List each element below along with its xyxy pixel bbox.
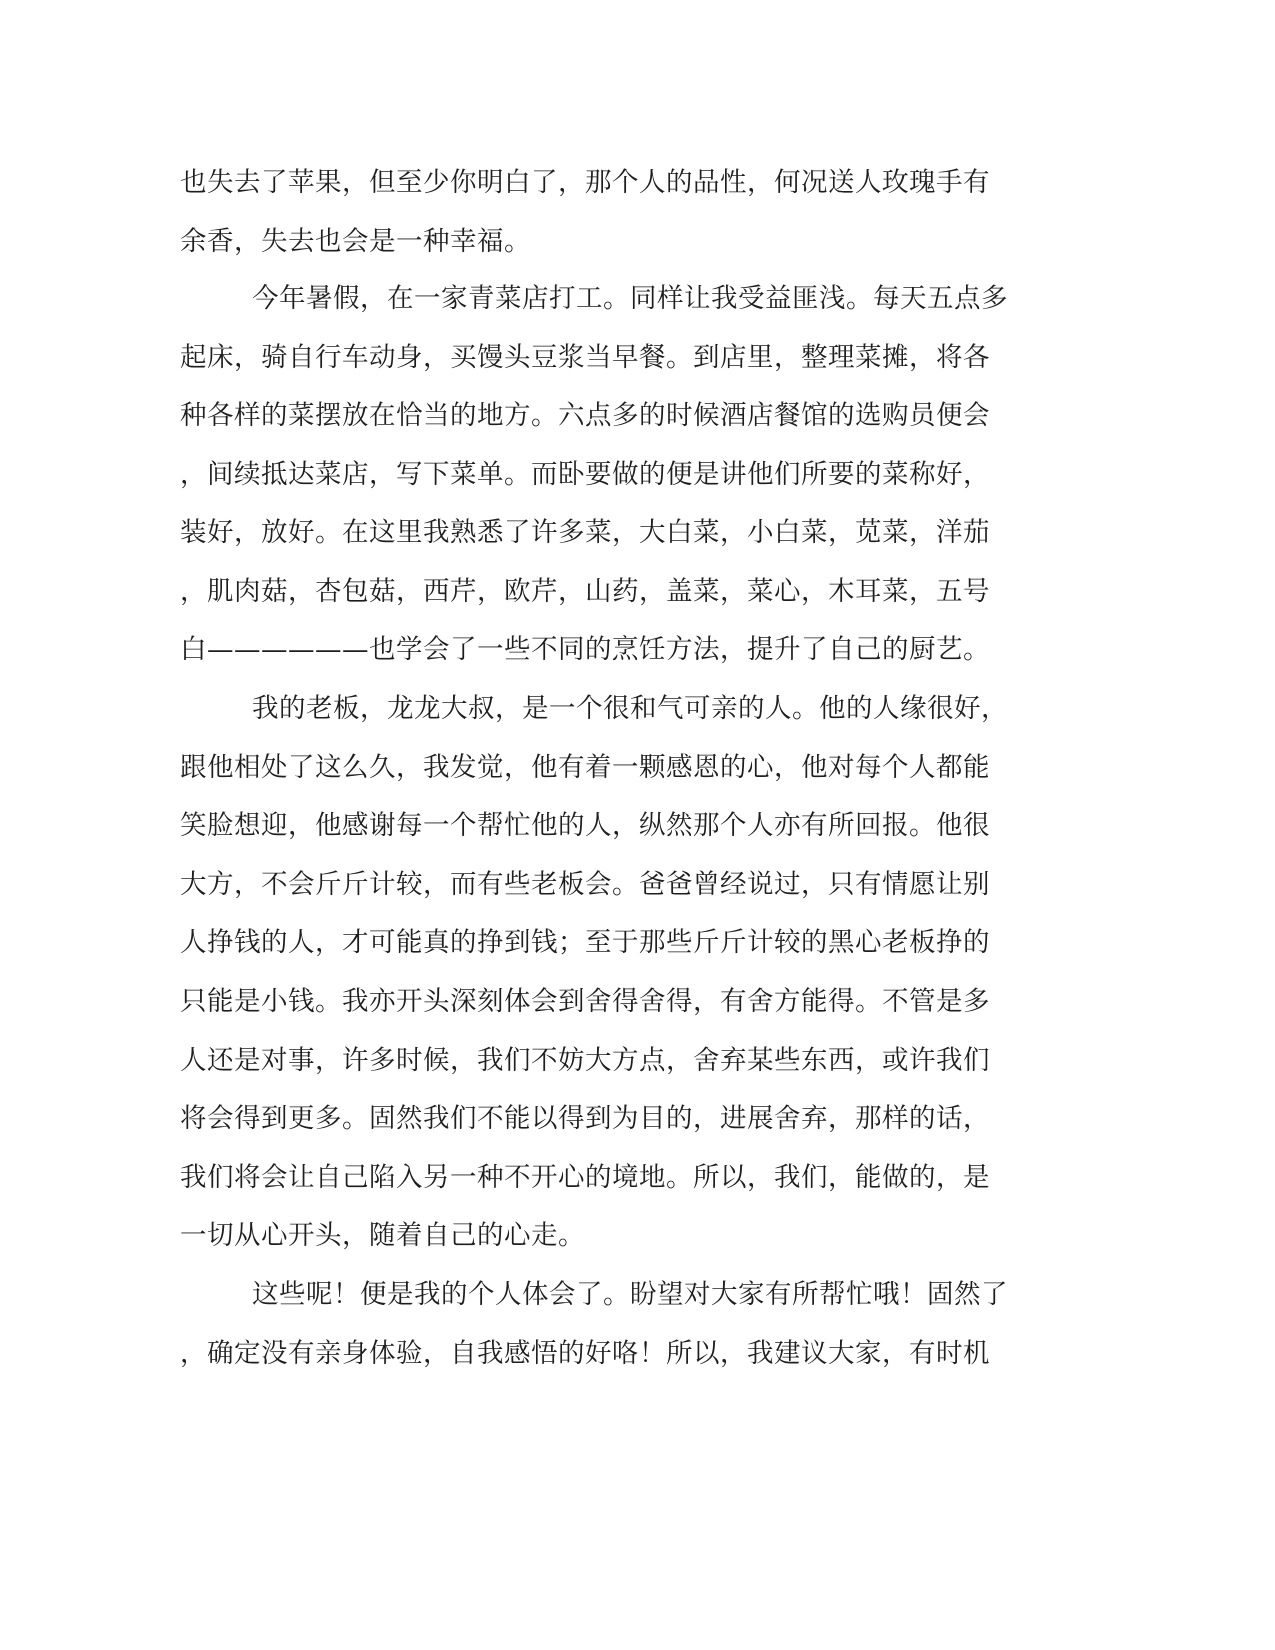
text-line: ，肌肉菇，杏包菇，西芹，欧芹，山药，盖菜，菜心，木耳菜，五号 xyxy=(180,576,990,607)
text-line: 跟他相处了这么久，我发觉，他有着一颗感恩的心，他对每个人都能 xyxy=(180,752,990,783)
text-line: 今年暑假，在一家青菜店打工。同样让我受益匪浅。每天五点多 xyxy=(252,283,1008,314)
text-line: ，确定没有亲身体验，自我感悟的好咯！所以，我建议大家，有时机 xyxy=(180,1338,990,1369)
text-line: 人挣钱的人，才可能真的挣到钱；至于那些斤斤计较的黑心老板挣的 xyxy=(180,927,990,958)
text-line: 我们将会让自己陷入另一种不开心的境地。所以，我们，能做的，是 xyxy=(180,1162,990,1193)
text-line: 白——————也学会了一些不同的烹饪方法，提升了自己的厨艺。 xyxy=(180,634,990,665)
text-line: 我的老板，龙龙大叔，是一个很和气可亲的人。他的人缘很好， xyxy=(252,693,1008,724)
text-line: 笑脸想迎，他感谢每一个帮忙他的人，纵然那个人亦有所回报。他很 xyxy=(180,810,990,841)
text-line: 只能是小钱。我亦开头深刻体会到舍得舍得，有舍方能得。不管是多 xyxy=(180,986,990,1017)
text-line: 也失去了苹果，但至少你明白了，那个人的品性，何况送人玫瑰手有 xyxy=(180,167,990,198)
text-line: 起床，骑自行车动身，买馒头豆浆当早餐。到店里，整理菜摊，将各 xyxy=(180,342,990,373)
text-line: 一切从心开头，随着自己的心走。 xyxy=(180,1220,585,1251)
text-line: 装好，放好。在这里我熟悉了许多菜，大白菜，小白菜，苋菜，洋茄 xyxy=(180,517,990,548)
text-line: 余香，失去也会是一种幸福。 xyxy=(180,226,531,257)
text-line: 人还是对事，许多时候，我们不妨大方点，舍弃某些东西，或许我们 xyxy=(180,1045,990,1076)
text-line: 这些呢！便是我的个人体会了。盼望对大家有所帮忙哦！固然了 xyxy=(252,1279,1008,1310)
text-line: 将会得到更多。固然我们不能以得到为目的，进展舍弃，那样的话， xyxy=(180,1103,990,1134)
text-line: 大方，不会斤斤计较，而有些老板会。爸爸曾经说过，只有情愿让别 xyxy=(180,869,990,900)
text-line: 种各样的菜摆放在恰当的地方。六点多的时候酒店餐馆的选购员便会 xyxy=(180,400,990,431)
text-line: ，间续抵达菜店，写下菜单。而卧要做的便是讲他们所要的菜称好， xyxy=(180,459,990,490)
